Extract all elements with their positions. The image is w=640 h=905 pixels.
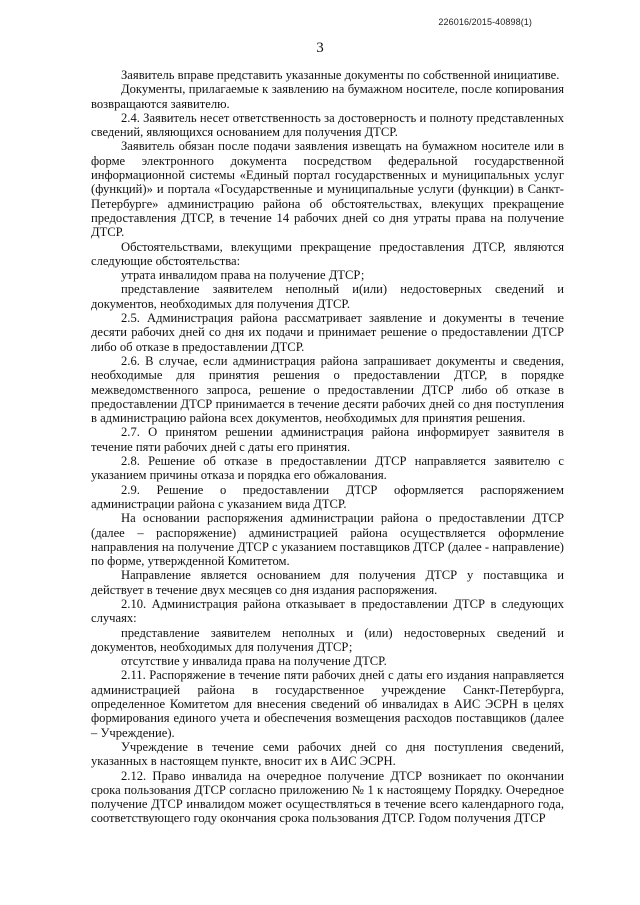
paragraph: Заявитель обязан после подачи заявления извещать на бумажном носителе или в форме электронного документа посредством федеральной государственной информационной системы «Единый портал государственных и муниципальных услуг (функций)» и портала «Государственные и муниципальные услуги (функции) в Санкт-Петербурге» администрацию района об обстоятельствах, влекущих прекращение предоставления ДТСР, в течение 14 рабочих дней со дня утраты права на получение ДТСР. (91, 139, 564, 240)
paragraph: 2.9. Решение о предоставлении ДТСР оформляется распоряжением администрации района с указанием вида ДТСР. (91, 482, 564, 511)
document-body (91, 68, 564, 826)
paragraph: представление заявителем неполный и(или) недостоверных сведений и документов, необходимых для получения ДТСР. (91, 282, 564, 311)
page-number: 3 (316, 40, 324, 56)
paragraph: 2.6. В случае, если администрация района запрашивает документы и сведения, необходимые для принятия решения о предоставлении ДТСР, в порядке межведомственного запроса, решение о предоставлении ДТСР либо об отказе в предоставлении ДТСР принимается в течение десяти рабочих дней со дня поступления в администрацию района всех документов, необходимых для принятия решения. (91, 353, 564, 426)
paragraph: 2.4. Заявитель несет ответственность за достоверность и полноту представленных сведений, являющихся основанием для получения ДТСР. (91, 110, 564, 140)
paragraph: отсутствие у инвалида права на получение ДТСР. (121, 654, 387, 669)
paragraph: утрата инвалидом права на получение ДТСР; (121, 268, 365, 283)
paragraph: Документы, прилагаемые к заявлению на бумажном носителе, после копирования возвращаются заявителю. (91, 82, 564, 111)
paragraph: Учреждение в течение семи рабочих дней со дня поступления сведений, указанных в настоящем пункте, вносит их в АИС ЭСРН. (91, 739, 564, 769)
paragraph: 2.12. Право инвалида на очередное получение ДТСР возникает по окончании срока пользования ДТСР согласно приложению № 1 к настоящему Порядку. Очередное получение ДТСР инвалидом может осуществляться в течение всего календарного года, соответствующего году окончания срока пользования ДТСР. Годом получения ДТСР (91, 768, 564, 826)
paragraph: 2.8. Решение об отказе в предоставлении ДТСР направляется заявителю с указанием причины отказа и порядка его обжалования. (91, 454, 564, 483)
paragraph: 2.5. Администрация района рассматривает заявление и документы в течение десяти рабочих дней со дня их подачи и принимает решение о предоставлении ДТСР либо об отказе в предоставлении ДТСР. (91, 311, 564, 354)
paragraph: 2.11. Распоряжение в течение пяти рабочих дней с даты его издания направляется администрацией района в государственное учреждение Санкт-Петербурга, определенное Комитетом для внесения сведений об инвалидах в АИС ЭСРН в целях формирования единого учета и обеспечения возмещения расходов поставщиков (далее – Учреждение). (91, 668, 564, 740)
paragraph: На основании распоряжения администрации района о предоставлении ДТСР (далее – распоряжение) администрацией района осуществляется оформление направления на получение ДТСР с указанием поставщиков ДТСР (далее - направление) по форме, утвержденной Комитетом. (91, 511, 564, 569)
paragraph: Обстоятельствами, влекущими прекращение предоставления ДТСР, являются следующие обстоятельства: (91, 239, 564, 268)
paragraph: представление заявителем неполных и (или) недостоверных сведений и документов, необходимых для получения ДТСР; (91, 625, 564, 654)
paragraph: Заявитель вправе представить указанные документы по собственной инициативе. (121, 68, 560, 82)
paragraph: 2.10. Администрация района отказывает в предоставлении ДТСР в следующих случаях: (91, 596, 564, 626)
document-number: 226016/2015-40898(1) (438, 17, 532, 27)
paragraph: Направление является основанием для получения ДТСР у поставщика и действует в течение двух месяцев со дня издания распоряжения. (91, 568, 564, 597)
paragraph: 2.7. О принятом решении администрация района информирует заявителя в течение пяти рабочих дней с даты его принятия. (91, 425, 564, 454)
